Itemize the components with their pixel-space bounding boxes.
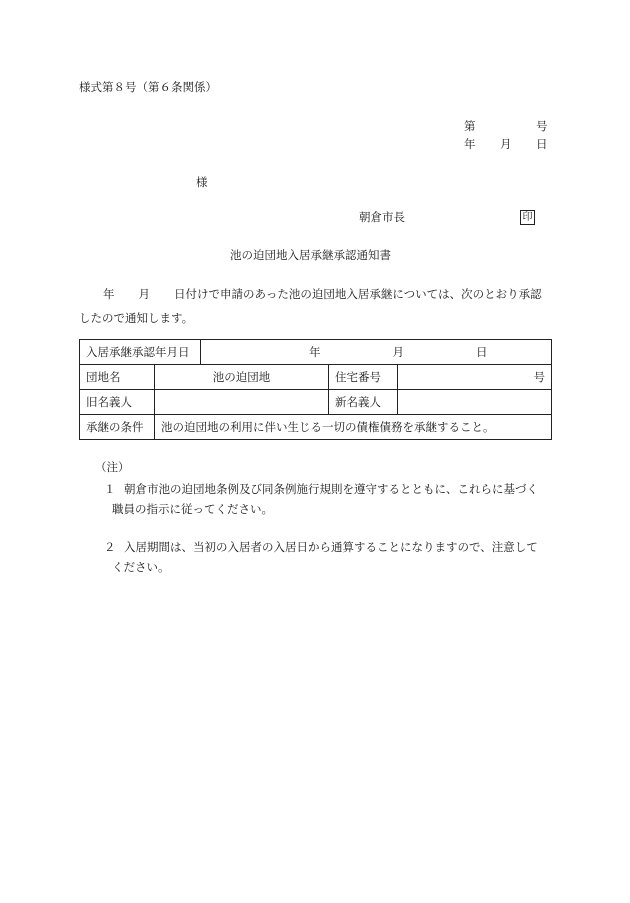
doc-no-suffix: 号 — [536, 119, 548, 133]
body-line1-text: 日付けで申請のあった池の迫団地入居承継については、次のとおり承認 — [174, 287, 542, 301]
condition-label: 承継の条件 — [80, 415, 155, 440]
new-holder-label: 新名義人 — [329, 390, 398, 415]
seal-mark — [520, 210, 535, 225]
note-item-2 — [104, 537, 552, 577]
table-row — [80, 415, 552, 440]
document-title: 池の迫団地入居承継承認通知書 — [230, 248, 391, 262]
approval-month: 月 — [392, 345, 404, 359]
house-number-value: 号 — [398, 365, 552, 390]
former-holder-value — [155, 390, 329, 415]
issuer-name: 朝倉市長 — [359, 210, 405, 224]
note-2-line-2: ください。 — [112, 560, 170, 574]
date-year: 年 — [464, 137, 476, 151]
house-number-label: 住宅番号 — [329, 365, 398, 390]
table-row — [80, 340, 552, 365]
table-row — [80, 390, 552, 415]
body-year: 年 — [103, 287, 115, 301]
table-row — [80, 365, 552, 390]
notes-heading: （注） — [95, 460, 130, 474]
estate-name-value: 池の迫団地 — [155, 365, 329, 390]
body-month: 月 — [138, 287, 150, 301]
body-paragraph — [79, 282, 554, 330]
date-month: 月 — [500, 137, 512, 151]
body-line-2: したので通知します。 — [79, 311, 194, 325]
body-line-1 — [79, 282, 554, 306]
note-1-number: １ — [104, 482, 116, 496]
note-1-line-2: 職員の指示に従ってください。 — [112, 502, 273, 516]
condition-value: 池の迫団地の利用に伴い生じる一切の債権債務を承継すること。 — [155, 415, 552, 440]
date-day: 日 — [536, 137, 548, 151]
approval-date-value — [201, 340, 552, 365]
note-1-line-1: 朝倉市池の迫団地条例及び同条例施行規則を遵守するとともに、これらに基づく — [124, 482, 538, 496]
approval-date-label: 入居承継承認年月日 — [80, 340, 201, 365]
succession-table — [79, 339, 552, 440]
form-number: 様式第８号（第６条関係） — [79, 80, 217, 94]
doc-no-prefix: 第 — [464, 119, 476, 133]
note-2-line-1: 入居期間は、当初の入居者の入居日から通算することになりますので、注意して — [124, 540, 538, 554]
former-holder-label: 旧名義人 — [80, 390, 155, 415]
addressee-suffix: 様 — [196, 175, 208, 189]
seal-box: 印 — [520, 210, 535, 225]
note-item-1 — [104, 479, 552, 519]
approval-year: 年 — [309, 345, 321, 359]
estate-name-label: 団地名 — [80, 365, 155, 390]
new-holder-value — [398, 390, 552, 415]
approval-day: 日 — [476, 345, 488, 359]
note-2-number: ２ — [104, 540, 116, 554]
